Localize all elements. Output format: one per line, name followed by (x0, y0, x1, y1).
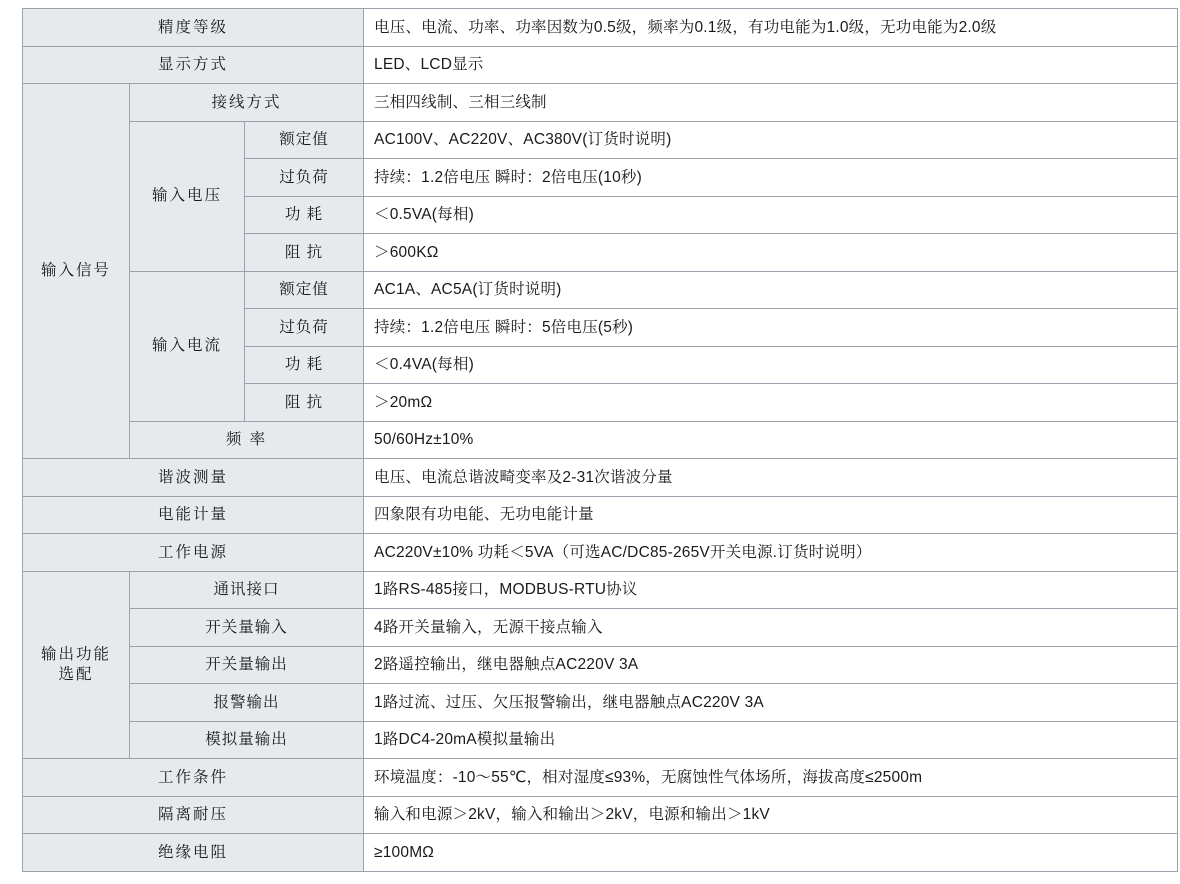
voltage-rated-label: 额定值 (245, 121, 364, 159)
current-impedance-label: 阻 抗 (245, 384, 364, 422)
power-supply-value: AC220V±10% 功耗＜5VA（可选AC/DC85-265V开关电源.订货时说明） (364, 534, 1178, 572)
table-row (23, 421, 1178, 459)
voltage-impedance-label: 阻 抗 (245, 234, 364, 272)
analog-output-value: 1路DC4-20mA模拟量输出 (364, 721, 1178, 759)
table-row (23, 271, 1178, 309)
current-impedance-value: ＞20mΩ (364, 384, 1178, 422)
voltage-power-label: 功 耗 (245, 196, 364, 234)
table-row (23, 459, 1178, 497)
voltage-overload-value: 持续：1.2倍电压 瞬时：2倍电压(10秒) (364, 159, 1178, 197)
digital-input-value: 4路开关量输入，无源干接点输入 (364, 609, 1178, 647)
comm-label: 通讯接口 (130, 571, 364, 609)
voltage-power-value: ＜0.5VA(每相) (364, 196, 1178, 234)
table-row (23, 46, 1178, 84)
current-power-label: 功 耗 (245, 346, 364, 384)
harmonic-value: 电压、电流总谐波畸变率及2-31次谐波分量 (364, 459, 1178, 497)
table-row (23, 834, 1178, 872)
accuracy-value: 电压、电流、功率、功率因数为0.5级，频率为0.1级，有功电能为1.0级，无功电能为2.0级 (364, 9, 1178, 47)
table-row (23, 84, 1178, 122)
table-row (23, 646, 1178, 684)
table-row (23, 9, 1178, 47)
current-overload-value: 持续：1.2倍电压 瞬时：5倍电压(5秒) (364, 309, 1178, 347)
voltage-rated-value: AC100V、AC220V、AC380V(订货时说明) (364, 121, 1178, 159)
energy-label: 电能计量 (23, 496, 364, 534)
insulation-value: ≥100MΩ (364, 834, 1178, 872)
input-current-label: 输入电流 (130, 271, 245, 421)
table-row (23, 496, 1178, 534)
power-supply-label: 工作电源 (23, 534, 364, 572)
analog-output-label: 模拟量输出 (130, 721, 364, 759)
isolation-value: 输入和电源＞2kV，输入和输出＞2kV，电源和输出＞1kV (364, 796, 1178, 834)
wiring-value: 三相四线制、三相三线制 (364, 84, 1178, 122)
output-function-label-line2: 选配 (58, 665, 94, 683)
voltage-impedance-value: ＞600KΩ (364, 234, 1178, 272)
frequency-value: 50/60Hz±10% (364, 421, 1178, 459)
current-overload-label: 过负荷 (245, 309, 364, 347)
table-row (23, 684, 1178, 722)
harmonic-label: 谐波测量 (23, 459, 364, 497)
current-rated-label: 额定值 (245, 271, 364, 309)
table-row (23, 571, 1178, 609)
table-row (23, 121, 1178, 159)
comm-value: 1路RS-485接口，MODBUS-RTU协议 (364, 571, 1178, 609)
table-row (23, 759, 1178, 797)
digital-output-value: 2路遥控输出，继电器触点AC220V 3A (364, 646, 1178, 684)
working-condition-value: 环境温度：-10～55℃，相对湿度≤93%，无腐蚀性气体场所，海拔高度≤2500m (364, 759, 1178, 797)
input-voltage-label: 输入电压 (130, 121, 245, 271)
input-signal-label: 输入信号 (23, 84, 130, 459)
wiring-label: 接线方式 (130, 84, 364, 122)
specification-table (22, 8, 1178, 872)
voltage-overload-label: 过负荷 (245, 159, 364, 197)
digital-input-label: 开关量输入 (130, 609, 364, 647)
table-row (23, 721, 1178, 759)
alarm-output-label: 报警输出 (130, 684, 364, 722)
accuracy-label: 精度等级 (23, 9, 364, 47)
frequency-label: 频 率 (130, 421, 364, 459)
display-value: LED、LCD显示 (364, 46, 1178, 84)
current-power-value: ＜0.4VA(每相) (364, 346, 1178, 384)
alarm-output-value: 1路过流、过压、欠压报警输出，继电器触点AC220V 3A (364, 684, 1178, 722)
insulation-label: 绝缘电阻 (23, 834, 364, 872)
current-rated-value: AC1A、AC5A(订货时说明) (364, 271, 1178, 309)
output-function-label (23, 571, 130, 759)
table-row (23, 609, 1178, 647)
display-label: 显示方式 (23, 46, 364, 84)
table-row (23, 796, 1178, 834)
isolation-label: 隔离耐压 (23, 796, 364, 834)
table-row (23, 534, 1178, 572)
energy-value: 四象限有功电能、无功电能计量 (364, 496, 1178, 534)
digital-output-label: 开关量输出 (130, 646, 364, 684)
working-condition-label: 工作条件 (23, 759, 364, 797)
output-function-label-line1: 输出功能 (40, 646, 111, 664)
